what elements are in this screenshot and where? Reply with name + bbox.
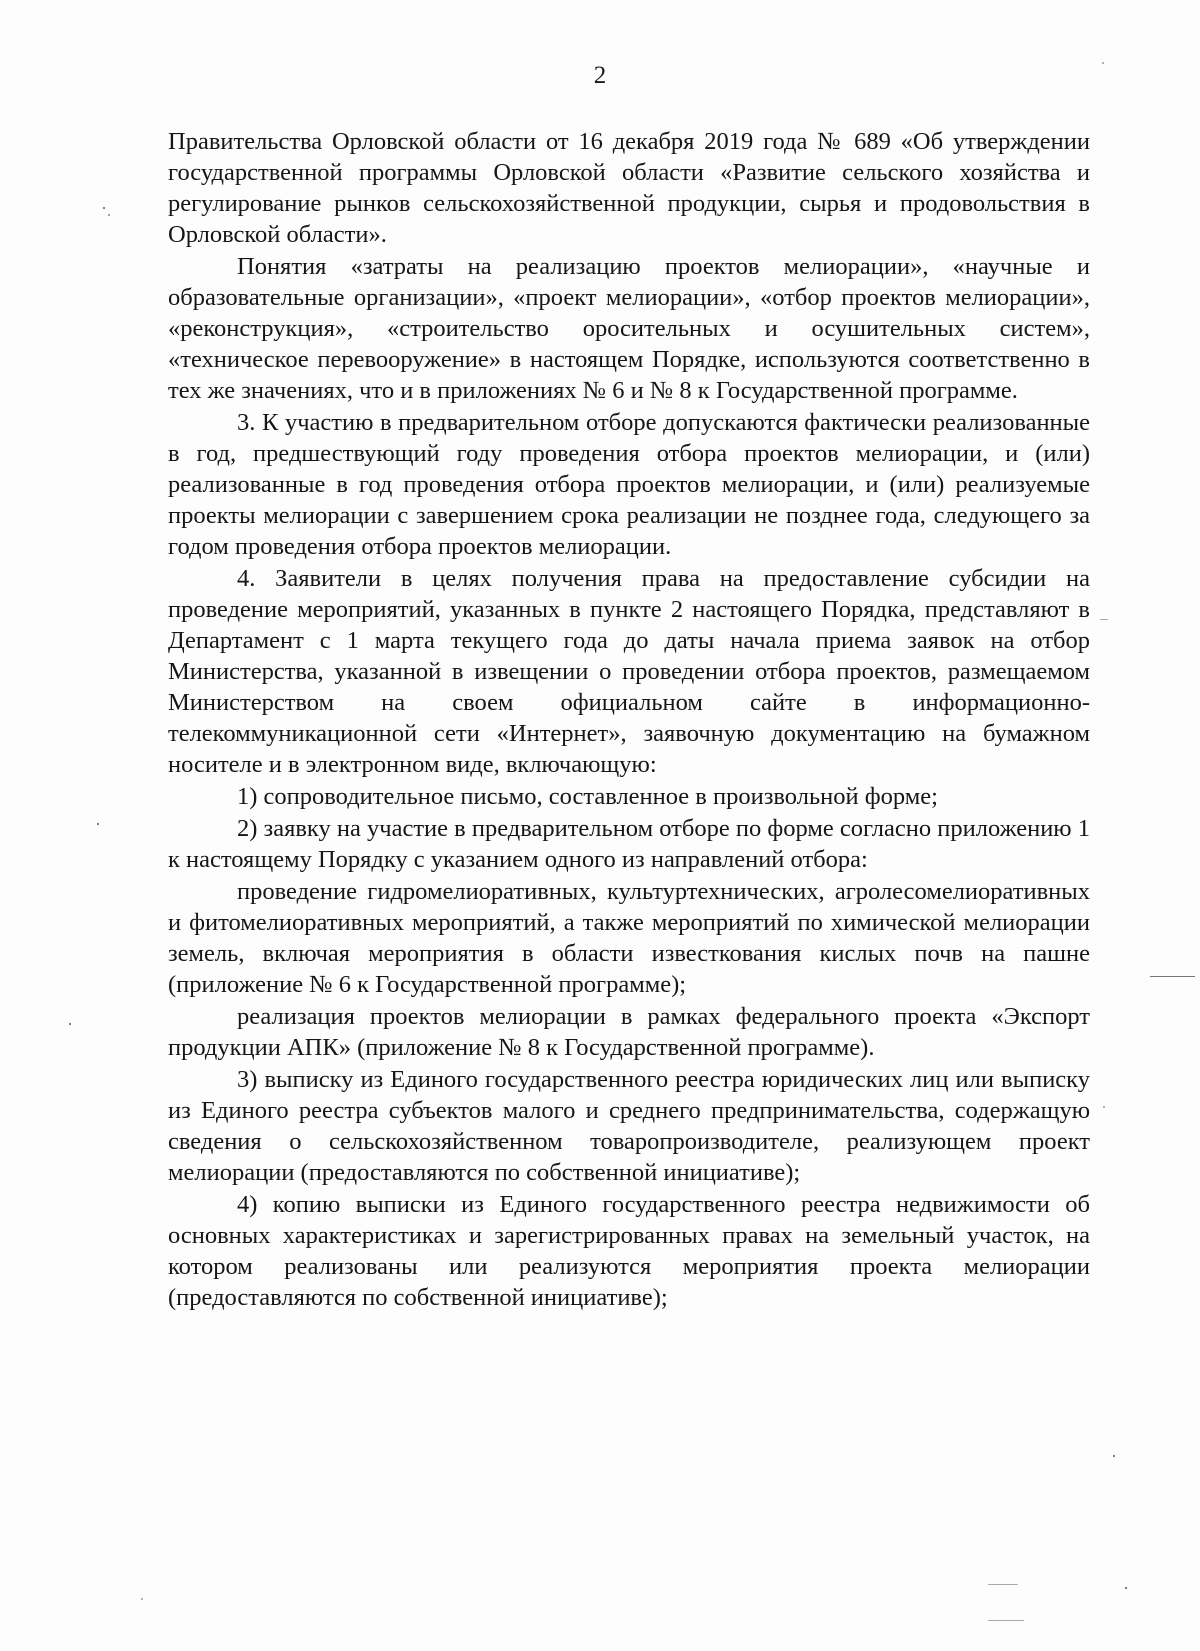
scan-line xyxy=(988,1620,1024,1621)
scan-speck xyxy=(141,1598,143,1600)
document-body xyxy=(168,126,1090,1314)
selection-direction-1: проведение гидромелиоративных, культуртехнических, агролесомелиоративных и фитомелиоративных мероприятий, а также мероприятий по химической мелиорации земель, включая мероприятия в области известкования кислых почв на пашне (приложение № 6 к Государственной программе); xyxy=(168,878,1090,998)
selection-direction-2: реализация проектов мелиорации в рамках федерального проекта «Экспорт продукции АПК» (приложение № 8 к Государственной программе). xyxy=(168,1003,1090,1061)
list-item-1: 1) сопроводительное письмо, составленное в произвольной форме; xyxy=(237,783,938,810)
scan-speck xyxy=(1125,1587,1127,1589)
scan-speck xyxy=(69,1023,71,1025)
scan-speck xyxy=(1102,62,1104,64)
paragraph-continuation: Правительства Орловской области от 16 декабря 2019 года № 689 «Об утверждении государственной программы Орловской области «Развитие сельского хозяйства и регулирование рынков сельскохозяйственной продукции, сырья и продовольствия в Орловской области». xyxy=(168,128,1090,248)
scan-speck xyxy=(1113,1455,1115,1457)
paragraph-definitions: Понятия «затраты на реализацию проектов мелиорации», «научные и образовательные организации», «проект мелиорации», «отбор проектов мелиорации», «реконструкция», «строительство оросительных и осушительных систем», «техническое перевооружение» в настоящем Порядке, используются соответственно в тех же значениях, что и в приложениях № 6 и № 8 к Государственной программе. xyxy=(168,253,1090,404)
scan-speck xyxy=(103,207,105,209)
page-number: 2 xyxy=(593,62,607,89)
list-item-4: 4) копию выписки из Единого государственного реестра недвижимости об основных характеристиках и зарегистрированных правах на земельный участок, на котором реализованы или реализуются мероприятия проекта мелиорации (предоставляются по собственной инициативе); xyxy=(168,1191,1090,1311)
paragraph-item-3: 3. К участию в предварительном отборе допускаются фактически реализованные в год, предшествующий году проведения отбора проектов мелиорации, и (или) реализованные в год проведения отбора проектов мелиорации, и (или) реализуемые проекты мелиорации с завершением срока реализации не позднее года, следующего за годом проведения отбора проектов мелиорации. xyxy=(168,409,1090,560)
scan-speck xyxy=(108,214,110,216)
scan-speck xyxy=(1103,1106,1105,1108)
scan-line xyxy=(988,1584,1018,1585)
scan-line xyxy=(1150,976,1195,977)
list-item-3: 3) выписку из Единого государственного реестра юридических лиц или выписку из Единого реестра субъектов малого и среднего предпринимательства, содержащую сведения о сельскохозяйственном товаропроизводителе, реализующем проект мелиорации (предоставляются по собственной инициативе); xyxy=(168,1066,1090,1186)
scan-speck xyxy=(97,823,99,825)
list-item-2: 2) заявку на участие в предварительном отборе по форме согласно приложению 1 к настоящему Порядку с указанием одного из направлений отбора: xyxy=(168,815,1090,873)
paragraph-item-4: 4. Заявители в целях получения права на предоставление субсидии на проведение мероприятий, указанных в пункте 2 настоящего Порядка, представляют в Департамент с 1 марта текущего года до даты начала приема заявок на отбор Министерства, указанной в извещении о проведении отбора проектов, размещаемом Министерством на своем официальном сайте в информационно-телекоммуникационной сети «Интернет», заявочную документацию на бумажном носителе и в электронном виде, включающую: xyxy=(168,565,1090,778)
scan-line xyxy=(1100,619,1108,620)
